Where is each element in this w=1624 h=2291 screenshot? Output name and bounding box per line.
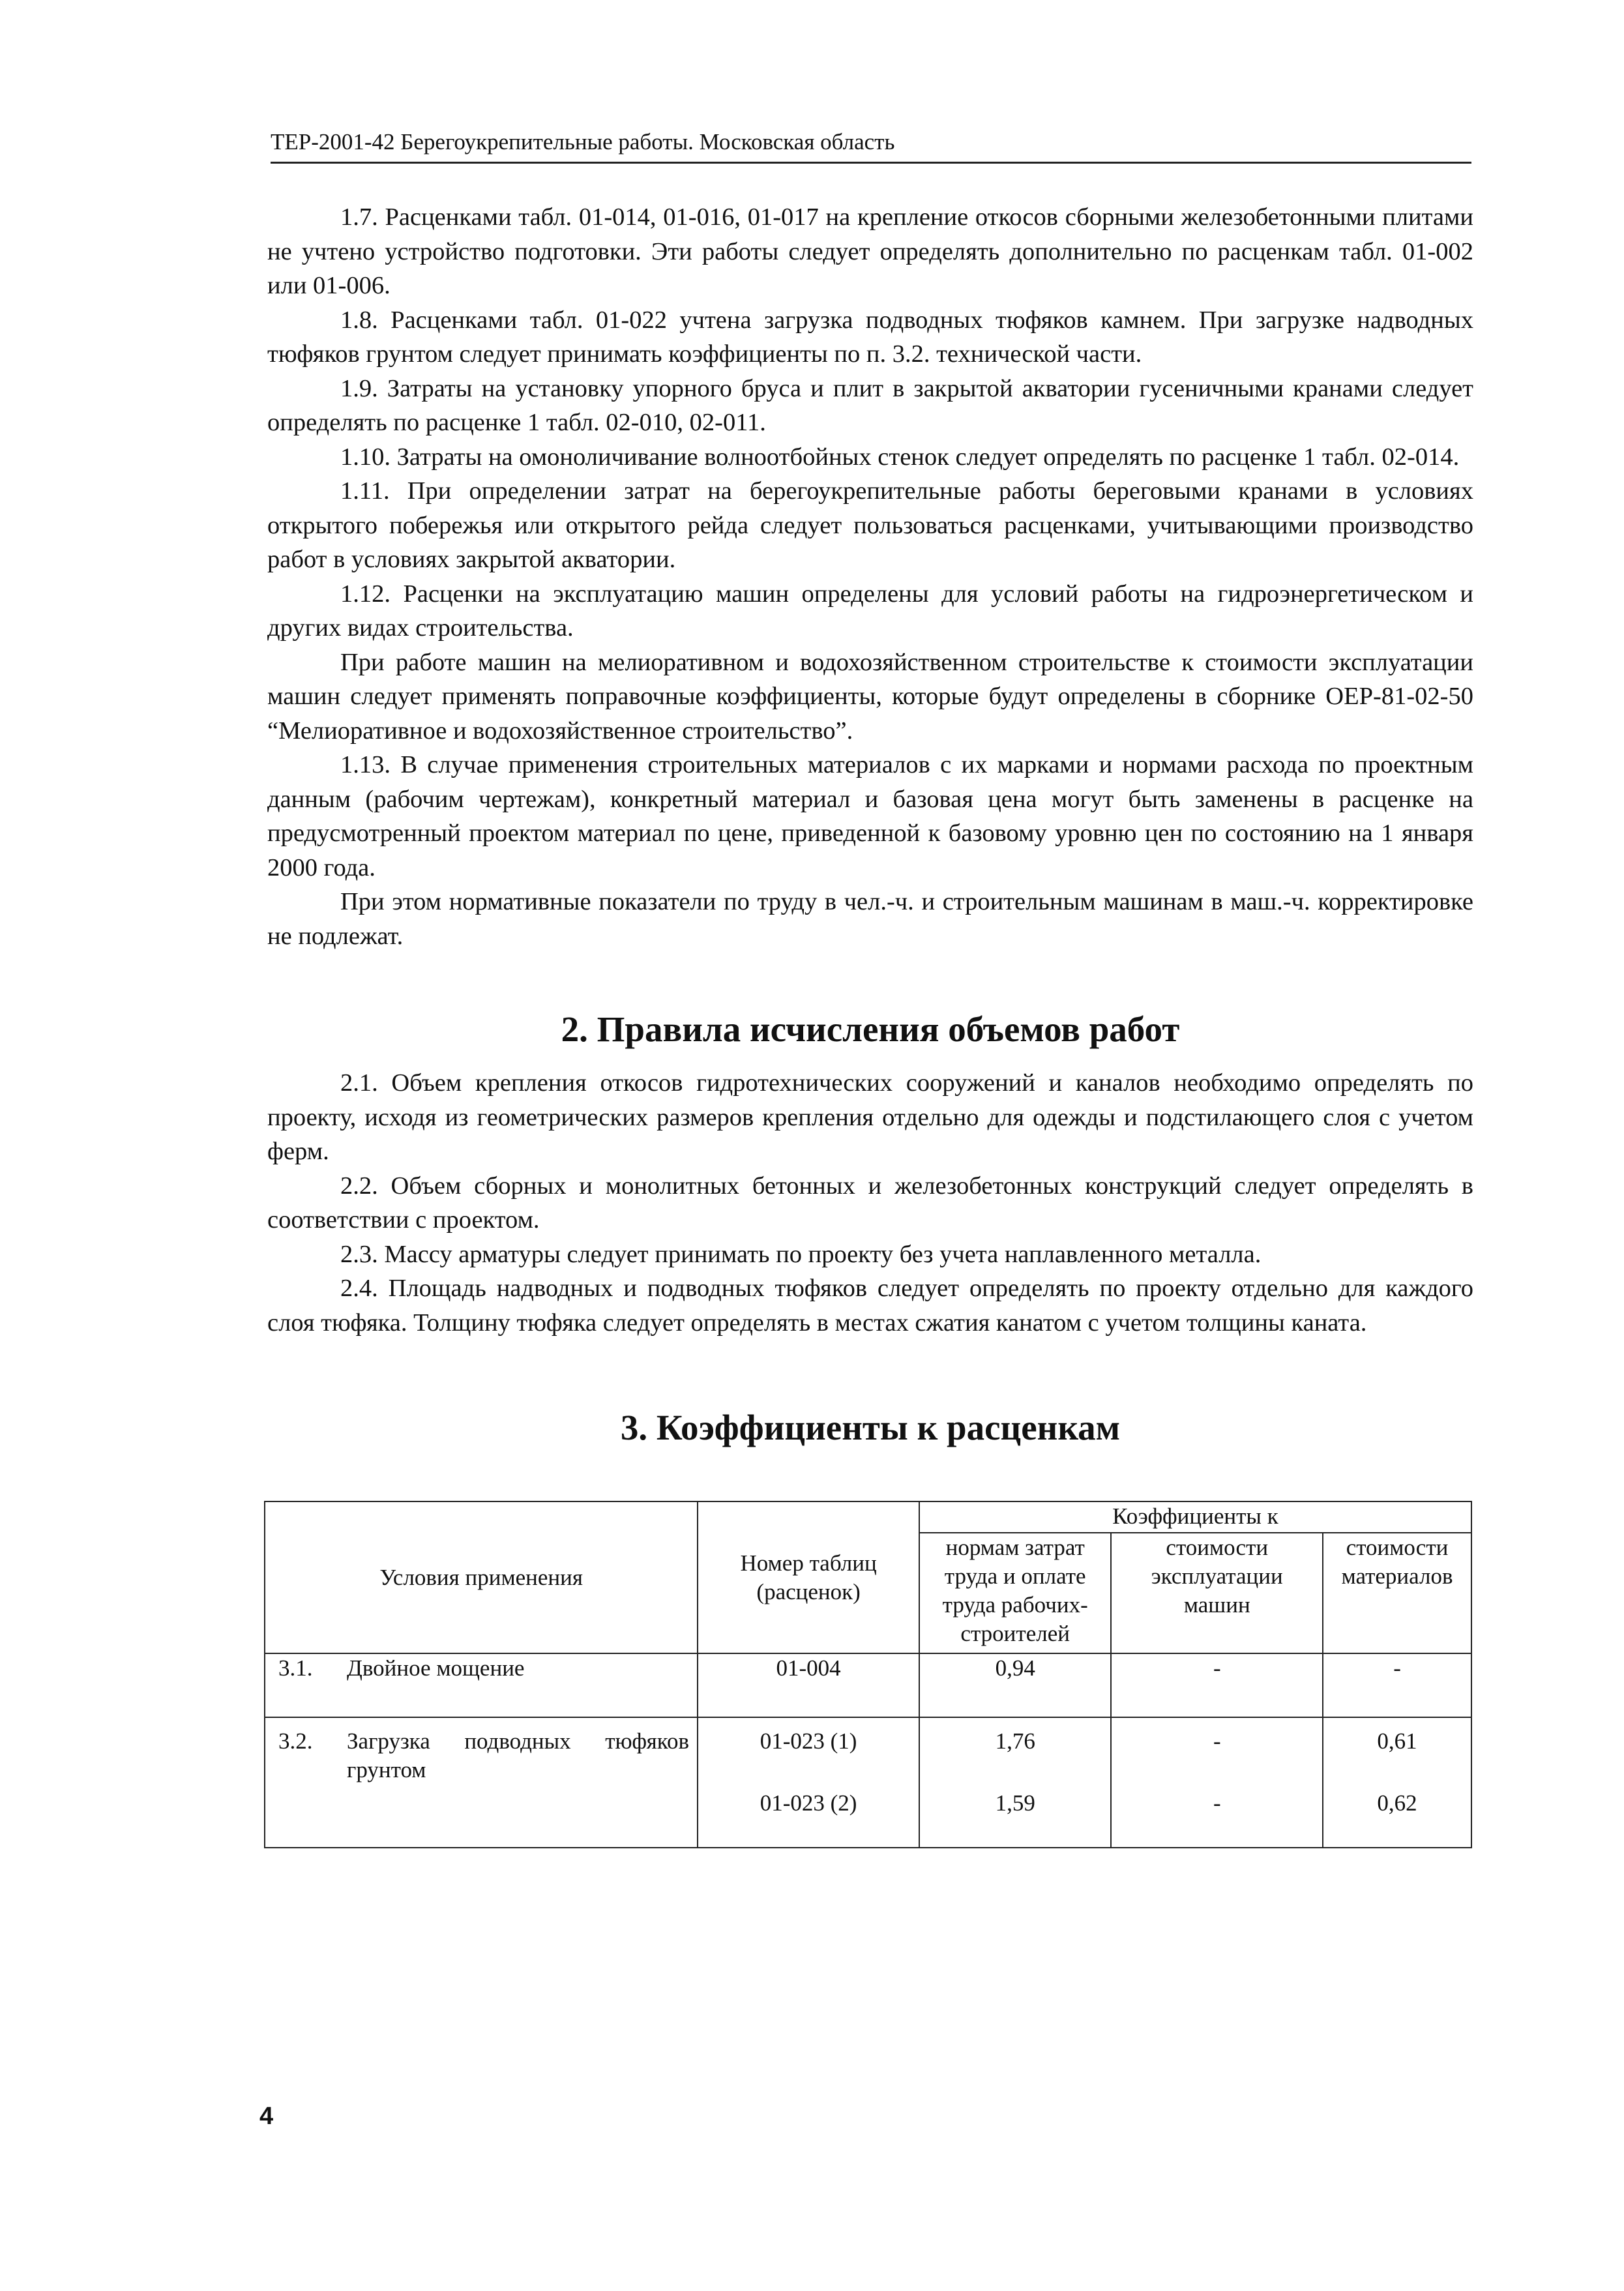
cell-materials: - — [1323, 1653, 1471, 1717]
paragraph: 2.2. Объем сборных и монолитных бетонных и железобетонных конструкций следует определять в соответствии с проектом. — [267, 1172, 1473, 1234]
paragraph: 1.9. Затраты на установку упорного бруса и плит в закрытой акватории гусеничными кранами следует определять по расценке 1 табл. 02-010, 02-011. — [267, 374, 1473, 436]
row-number: 3.1. — [278, 1655, 313, 1681]
paragraph: 1.11. При определении затрат на берегоукрепительные работы береговыми кранами в условиях открытого побережья или открытого рейда следует пользоваться расценками, учитывающими производство работ в условиях закрытой акватории. — [267, 477, 1473, 573]
paragraph: 2.4. Площадь надводных и подводных тюфяков следует определять по проекту отдельно для каждого слоя тюфяка. Толщину тюфяка следует определять в местах сжатия канатом с учетом толщины каната. — [267, 1275, 1473, 1337]
paragraph: При этом нормативные показатели по труду в чел.-ч. и строительным машинам в маш.-ч. корректировке не подлежат. — [267, 888, 1473, 950]
condition-text: Двойное мощение — [347, 1655, 525, 1681]
cell-machines — [1111, 1717, 1323, 1848]
paragraph: 2.3. Массу арматуры следует принимать по проекту без учета наплавленного металла. — [340, 1240, 1262, 1268]
cell-labor: 0,94 — [919, 1653, 1112, 1717]
paragraph: 1.13. В случае применения строительных материалов с их марками и нормами расхода по проектным данным (рабочим чертежам), конкретный материал и базовая цена могут быть заменены в расценке на предусмотренный проектом материал по цене, приведенной к базовому уровню цен по состоянию на 1 января 2000 года. — [267, 751, 1473, 881]
cell-condition — [265, 1653, 698, 1717]
table-row — [265, 1653, 1471, 1717]
table-row — [265, 1717, 1471, 1848]
page-number: 4 — [259, 2103, 274, 2130]
paragraph: 1.8. Расценками табл. 01-022 учтена загрузка подводных тюфяков камнем. При загрузке надводных тюфяков грунтом следует принимать коэффициенты по п. 3.2. технической части. — [267, 306, 1473, 368]
sub-value: - — [1213, 1790, 1221, 1816]
sub-value: 01-023 (2) — [760, 1790, 857, 1816]
cell-table-no: 01-004 — [698, 1653, 919, 1717]
paragraph: 2.1. Объем крепления откосов гидротехнических сооружений и каналов необходимо определять по проекту, исходя из геометрических размеров крепления отдельно для одежды и подстилающего слоя с учетом ферм. — [267, 1069, 1473, 1165]
header-machines: стоимости эксплуатации машин — [1111, 1533, 1323, 1653]
cell-materials — [1323, 1717, 1471, 1848]
cell-condition — [265, 1717, 698, 1848]
condition-text: Загрузка подводных тюфяков грунтом — [347, 1728, 689, 1782]
cell-labor — [919, 1717, 1112, 1848]
running-header: ТЕР-2001-42 Берегоукрепительные работы. Московская область — [271, 128, 1471, 164]
header-labor: нормам затрат труда и оплате труда рабочих-строителей — [919, 1533, 1112, 1653]
cell-table-no — [698, 1717, 919, 1848]
paragraph: 1.10. Затраты на омоноличивание волноотбойных стенок следует определять по расценке 1 табл. 02-014. — [340, 443, 1460, 471]
coefficients-table — [264, 1501, 1472, 1848]
header-materials: стоимости материалов — [1323, 1533, 1471, 1653]
section-1-text — [267, 200, 1473, 953]
section-3-heading: 3. Коэффициенты к расценкам — [620, 1408, 1121, 1447]
paragraph: 1.12. Расценки на эксплуатацию машин определены для условий работы на гидроэнергетическом и других видах строительства. — [267, 580, 1473, 642]
row-number: 3.2. — [278, 1728, 313, 1754]
sub-value: 01-023 (1) — [760, 1728, 857, 1754]
header-table-numbers: Номер таблиц (расценок) — [698, 1501, 919, 1653]
paragraph: 1.7. Расценками табл. 01-014, 01-016, 01-017 на крепление откосов сборными железобетонными плитами не учтено устройство подготовки. Эти работы следует определять дополнительно по расценкам табл. 01-002 или 01-006. — [267, 203, 1473, 299]
sub-value: 1,59 — [995, 1790, 1035, 1816]
section-2-heading: 2. Правила исчисления объемов работ — [561, 1009, 1180, 1049]
sub-value: 0,62 — [1377, 1790, 1417, 1816]
header-coef-group: Коэффициенты к — [919, 1501, 1471, 1533]
sub-value: - — [1213, 1728, 1221, 1754]
paragraph: При работе машин на мелиоративном и водохозяйственном строительстве к стоимости эксплуатации машин следует применять поправочные коэффициенты, которые будут определены в сборнике ОЕР-81-02-50 “Мелиоративное и водохозяйственное строительство”. — [267, 648, 1473, 745]
header-conditions: Условия применения — [265, 1501, 698, 1653]
section-2-text — [267, 1066, 1473, 1340]
sub-value: 0,61 — [1377, 1728, 1417, 1754]
sub-value: 1,76 — [995, 1728, 1035, 1754]
cell-machines: - — [1111, 1653, 1323, 1717]
